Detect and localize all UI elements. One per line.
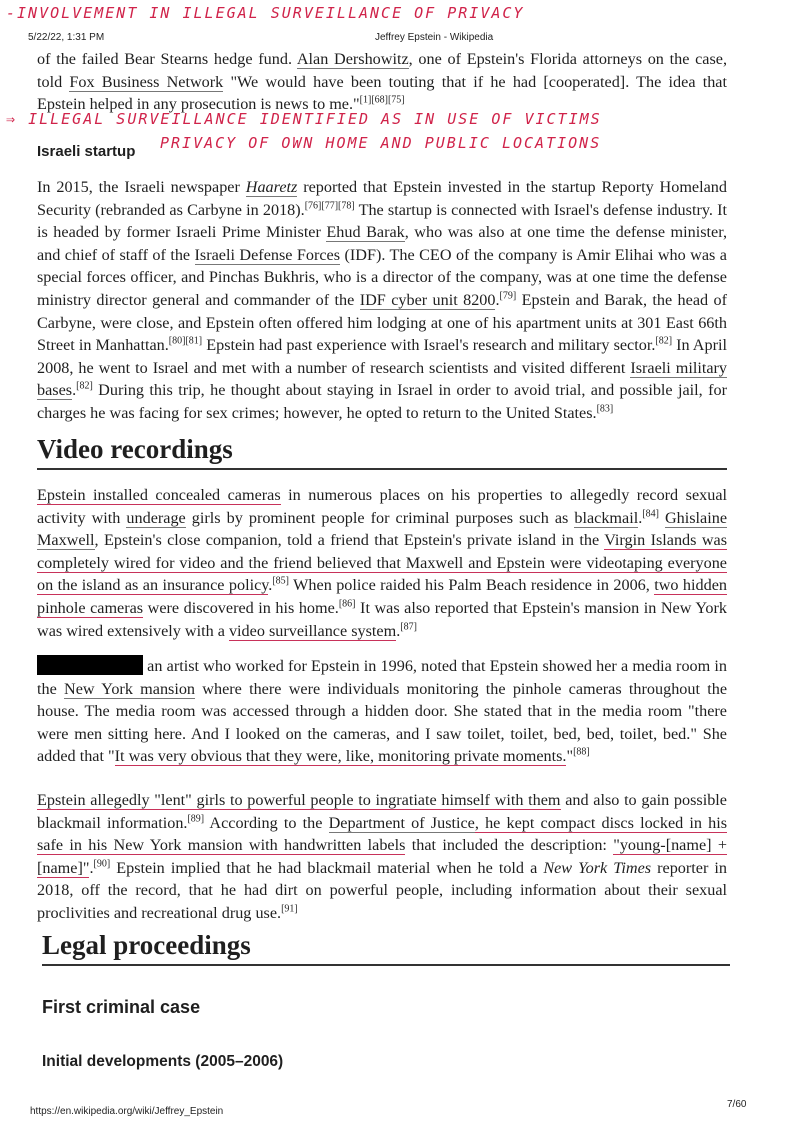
subheading-first-criminal-case: First criminal case (42, 997, 201, 1017)
text: "We would have been touting that if he had [cooperated]. The idea that Epstein helped in any prosecution is news to me." (37, 72, 727, 114)
subheading-initial-developments: Initial developments (2005–2006) (42, 1053, 284, 1070)
citation[interactable]: [83] (596, 403, 614, 415)
text: that included the description: (405, 836, 614, 855)
citation[interactable]: [90] (93, 858, 111, 870)
marked-text: two hidden pinhole cameras (37, 576, 727, 617)
marked-text: "young-[name] + [name]" (37, 836, 727, 877)
text: reporter in 2018, off the record, that he had dirt on powerful people, including information about their sexual proclivities and recreational drug use. (37, 858, 728, 922)
citation[interactable]: [85] (272, 575, 290, 587)
text: According to the (204, 813, 329, 832)
italic-new-york-times: New York Times (543, 858, 652, 877)
text: . (268, 576, 273, 595)
citation[interactable]: [76][77][78] (304, 200, 355, 212)
text: " (566, 747, 574, 766)
marked-text: Epstein installed concealed cameras (37, 486, 281, 504)
text: During this trip, he thought about staying in Israel in order to avoid trial, and possible jail, for charges he was facing for sex crimes; however, he opted to return to the United States. (37, 381, 727, 422)
text: , one of Epstein's Florida attorneys on the case, told (37, 50, 728, 91)
text: (IDF). The CEO of the company is Amir Elihai who was a special forces officer, and Pinchas Bukhris, who is a director of the company, was at one time the defense ministry director general and commander of the (37, 245, 727, 309)
link-blackmail[interactable]: blackmail (574, 508, 639, 527)
citation[interactable]: [82] (76, 380, 93, 392)
handwritten-note-mid-line2: PRIVACY OF OWN HOME AND PUBLIC LOCATIONS (160, 134, 602, 152)
text: In April 2008, he went to Israel and met with a number of research scientists and visited different (37, 336, 727, 377)
text: In 2015, the Israeli newspaper (37, 178, 246, 196)
text: Epstein implied that he had blackmail material when he told a (110, 858, 544, 877)
text: When police raided his Palm Beach residence in 2006, (289, 576, 655, 595)
paragraph-video-cameras (37, 484, 727, 642)
citation[interactable]: [82] (655, 335, 673, 347)
text: , who was also at one time the defense minister, and chief of staff of the (37, 223, 727, 264)
print-header-title: Jeffrey Epstein - Wikipedia (375, 32, 494, 43)
print-footer-page-number: 7/60 (727, 1099, 747, 1110)
citation[interactable]: [89] (187, 813, 205, 825)
text: of the failed Bear Stearns hedge fund. (37, 50, 297, 68)
paragraph-bear-stearns (37, 48, 727, 116)
link-ehud-barak[interactable]: Ehud Barak (326, 223, 405, 242)
marked-text: Virgin Islands was completely wired for video and the friend believed that Maxwell and Epstein were videotaping everyone on the island as an insurance policy (37, 531, 727, 595)
link-idf-cyber-unit[interactable]: IDF cyber unit 8200 (359, 290, 496, 309)
marked-text: , he kept compact discs locked in his safe in his New York mansion with handwritten labels (37, 813, 728, 855)
section-heading-legal-proceedings: Legal proceedings (42, 930, 730, 966)
arrow-icon: ⇒ (6, 110, 29, 128)
text: were discovered in his home. (143, 598, 339, 617)
text: The startup is connected with Israel's defense industry. It is headed by former Israeli Prime Minister (37, 200, 727, 242)
redaction-block (37, 655, 143, 675)
print-header-datetime: 5/22/22, 1:31 PM (28, 32, 105, 43)
text: girls by prominent people for criminal purposes such as (185, 508, 575, 527)
text: . (72, 381, 77, 400)
citation[interactable]: [91] (281, 903, 298, 915)
citation[interactable]: [84] (642, 508, 659, 520)
marked-text: Epstein allegedly "lent" girls to powerful people to ingratiate himself with them (37, 791, 561, 809)
paragraph-media-room (37, 655, 727, 768)
text: where there were individuals monitoring the pinhole cameras throughout the house. The media room was accessed through a hidden door. She stated that in the media room "there were men sitting here. And I looked on the cameras, and I saw toilet, toilet, bed, bed, toilet, bed." She added that " (37, 679, 728, 766)
handwritten-note-top (6, 4, 524, 22)
citation[interactable]: [1][68][75] (359, 94, 405, 106)
text: an artist who worked for Epstein in 1996, noted that Epstein showed her a media room in the (37, 657, 727, 698)
link-underage[interactable]: underage (126, 508, 186, 527)
text: . (396, 621, 401, 640)
handwritten-note-mid-text1: ILLEGAL SURVEILLANCE IDENTIFIED AS IN USE OF VICTIMS (28, 110, 602, 128)
text: . (638, 508, 643, 527)
text: in numerous places on his properties to allegedly record sexual activity with (37, 486, 728, 527)
paragraph-israeli-startup (37, 176, 727, 425)
link-israeli-military-bases[interactable]: Israeli military bases (37, 358, 727, 400)
citation[interactable]: [88] (573, 746, 590, 758)
link-fox-business[interactable]: Fox Business Network (69, 72, 224, 91)
link-israeli-defense-forces[interactable]: Israeli Defense Forces (194, 245, 341, 264)
marked-text: video surveillance system (228, 621, 397, 640)
text: and also to gain possible blackmail information. (37, 791, 727, 832)
link-new-york-mansion[interactable]: New York mansion (64, 679, 196, 698)
paragraph-blackmail (37, 789, 727, 925)
text: reported that Epstein invested in the startup Reporty Homeland Security (rebranded as Carbyne in 2018). (37, 178, 727, 219)
section-heading-video-recordings: Video recordings (37, 434, 727, 470)
link-ghislaine-maxwell[interactable]: Ghislaine Maxwell (37, 508, 728, 550)
text: Epstein and Barak, the head of Carbyne, were close, and Epstein often offered him lodging at one of his apartment units at 301 East 66th Street in Manhattan. (37, 290, 727, 355)
citation[interactable]: [87] (400, 621, 417, 633)
marked-text: It was very obvious that they were, like, monitoring private moments. (114, 747, 567, 766)
handwritten-note-mid-line1 (6, 110, 602, 128)
section-heading-israeli-startup: Israeli startup (37, 143, 136, 160)
arrow-icon: - (6, 4, 18, 22)
citation[interactable]: [86] (338, 598, 356, 610)
text: . (89, 858, 94, 877)
text: Epstein had past experience with Israel's research and military sector. (202, 336, 656, 355)
print-footer-url: https://en.wikipedia.org/wiki/Jeffrey_Epstein (30, 1106, 224, 1117)
text: It was also reported that Epstein's mansion in New York was wired extensively with a (37, 598, 728, 640)
link-department-of-justice[interactable]: Department of Justice (328, 813, 475, 832)
citation[interactable]: [79] (499, 290, 517, 302)
text: , Epstein's close companion, told a friend that Epstein's private island in the (94, 531, 605, 550)
handwritten-note-top-text: INVOLVEMENT IN ILLEGAL SURVEILLANCE OF PRIVACY (17, 4, 525, 22)
text: . (495, 290, 500, 309)
citation[interactable]: [80][81] (168, 335, 203, 347)
link-haaretz[interactable]: Haaretz (245, 178, 298, 196)
link-alan-dershowitz[interactable]: Alan Dershowitz (296, 50, 409, 68)
